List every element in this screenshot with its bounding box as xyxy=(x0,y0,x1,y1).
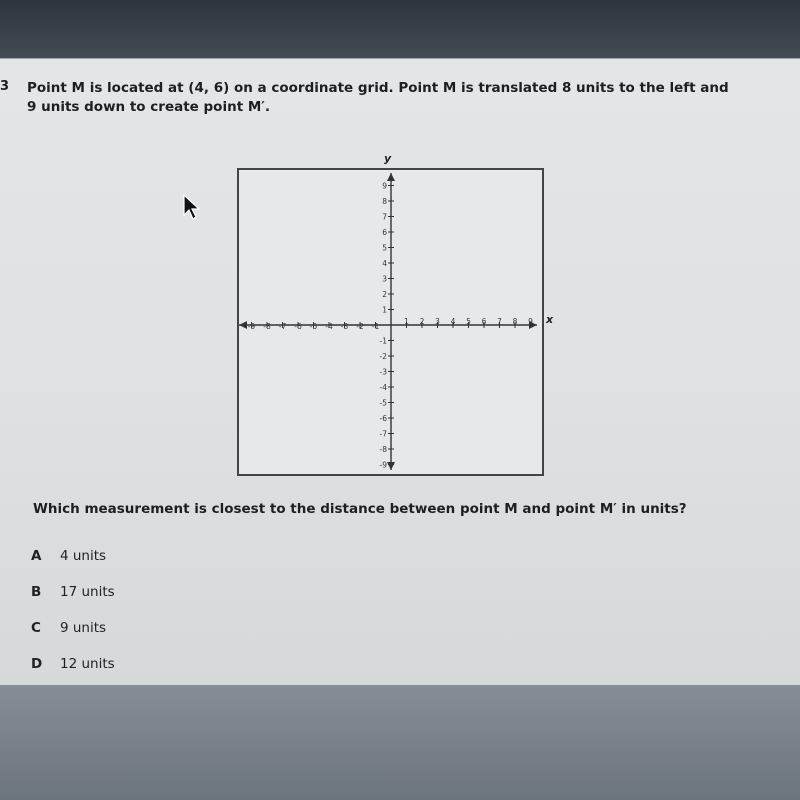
y-tick-label: 8 xyxy=(382,197,387,206)
question-number: 3 xyxy=(0,79,10,94)
y-axis-arrow-down-icon xyxy=(387,462,395,470)
coordinate-grid-svg xyxy=(239,170,542,474)
choice-letter: A xyxy=(31,548,42,564)
monitor-bottom-bezel xyxy=(0,685,800,800)
y-tick-label: 6 xyxy=(382,228,387,237)
y-tick-label: 4 xyxy=(382,259,387,268)
x-tick-label: 9 xyxy=(528,317,533,326)
x-tick-label: 2 xyxy=(419,317,425,326)
x-tick-label: 8 xyxy=(512,317,518,326)
y-axis-arrow-up-icon xyxy=(387,173,395,181)
x-tick-label: -6 xyxy=(294,322,302,331)
x-tick-label: -3 xyxy=(340,322,349,331)
x-tick-label: 6 xyxy=(481,317,487,326)
y-tick-label: 2 xyxy=(382,290,387,299)
y-tick-label: -5 xyxy=(379,398,387,408)
x-tick-label: 5 xyxy=(466,317,471,326)
y-tick-label: -4 xyxy=(379,383,387,392)
y-tick-label: -1 xyxy=(379,336,387,346)
x-tick-label: -7 xyxy=(278,322,287,331)
y-tick-label: -6 xyxy=(379,414,387,423)
y-tick-label: -9 xyxy=(379,460,387,470)
x-tick-label: -1 xyxy=(371,322,380,331)
x-tick-label: 7 xyxy=(497,317,502,326)
y-tick-label: 5 xyxy=(382,243,387,253)
x-tick-label: -2 xyxy=(356,322,364,331)
coordinate-grid xyxy=(237,168,544,476)
question-text xyxy=(27,79,787,117)
choice-text: 17 units xyxy=(60,584,115,600)
y-tick-label: 1 xyxy=(382,305,387,315)
question-line-1: Point M is located at (4, 6) on a coordinate grid. Point M is translated 8 units to the left and xyxy=(27,80,729,96)
y-tick-label: -3 xyxy=(379,367,387,377)
x-axis-arrow-left-icon xyxy=(239,321,247,329)
choice-letter: C xyxy=(31,620,41,636)
x-tick-label: 1 xyxy=(404,317,409,326)
mouse-cursor-icon xyxy=(182,193,204,221)
x-tick-label: -9 xyxy=(247,322,256,331)
choice-letter: B xyxy=(31,584,42,600)
x-tick-label: -5 xyxy=(309,322,318,331)
y-tick-label: 9 xyxy=(382,181,387,191)
answer-choice-d[interactable] xyxy=(31,656,115,672)
y-tick-label: -8 xyxy=(379,445,387,454)
x-tick-label: 3 xyxy=(435,317,440,326)
choice-letter: D xyxy=(31,656,43,672)
question-line-2: 9 units down to create point M′. xyxy=(27,99,270,115)
choice-text: 9 units xyxy=(60,620,107,636)
answer-choice-c[interactable] xyxy=(31,620,106,636)
x-tick-label: -8 xyxy=(263,322,271,331)
y-tick-label: -2 xyxy=(379,352,387,361)
x-tick-label: -4 xyxy=(325,322,333,331)
question-stem: Which measurement is closest to the distance between point M and point M′ in units? xyxy=(33,501,687,517)
y-axis-label: y xyxy=(384,152,392,165)
choice-text: 4 units xyxy=(60,548,107,564)
y-tick-label: 7 xyxy=(382,212,387,222)
x-tick-label: 4 xyxy=(450,317,456,326)
y-tick-label: 3 xyxy=(382,274,387,284)
answer-choice-b[interactable] xyxy=(31,584,115,600)
x-axis-label: x xyxy=(546,313,554,326)
choice-text: 12 units xyxy=(60,656,115,672)
y-tick-label: -7 xyxy=(379,429,387,439)
answer-choice-a[interactable] xyxy=(31,548,106,564)
